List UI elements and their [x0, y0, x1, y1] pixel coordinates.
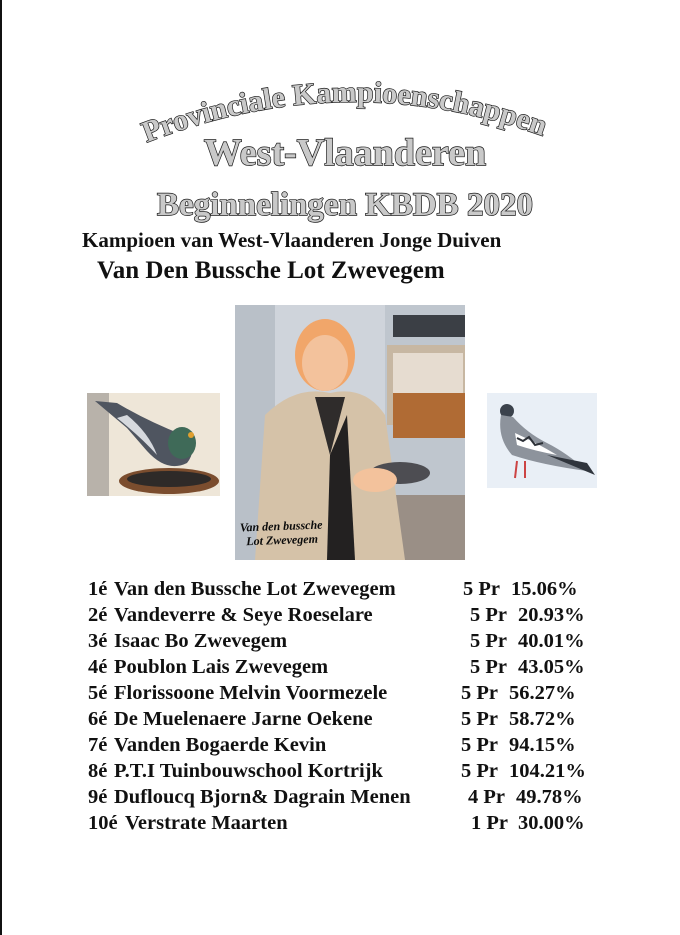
- result-prizes: 5 Pr: [461, 682, 498, 704]
- result-row: [88, 786, 618, 812]
- result-rank: 9é: [88, 786, 108, 808]
- scan-edge: [0, 0, 2, 935]
- champion-name: Van Den Bussche Lot Zwevegem: [97, 257, 445, 284]
- result-prizes: 5 Pr: [461, 734, 498, 756]
- result-rank: 4é: [88, 656, 108, 678]
- result-percent: 94.15%: [509, 734, 576, 756]
- result-name: De Muelenaere Jarne Oekene: [114, 708, 373, 730]
- result-prizes: 4 Pr: [468, 786, 505, 808]
- result-percent: 104.21%: [509, 760, 586, 782]
- result-prizes: 5 Pr: [461, 708, 498, 730]
- result-row: [88, 734, 618, 760]
- result-rank: 10é: [88, 812, 118, 834]
- result-prizes: 5 Pr: [461, 760, 498, 782]
- result-prizes: 5 Pr: [470, 630, 507, 652]
- result-name: Florissoone Melvin Voormezele: [114, 682, 388, 704]
- result-rank: 6é: [88, 708, 108, 730]
- result-rank: 8é: [88, 760, 108, 782]
- result-rank: 7é: [88, 734, 108, 756]
- result-name: Van den Bussche Lot Zwevegem: [114, 578, 396, 600]
- result-row: [88, 630, 618, 656]
- result-row: [88, 604, 618, 630]
- result-prizes: 1 Pr: [471, 812, 508, 834]
- result-rank: 5é: [88, 682, 108, 704]
- result-percent: 49.78%: [516, 786, 583, 808]
- title-line-3: Beginnelingen KBDB 2020: [157, 187, 533, 223]
- result-name: Vandeverre & Seye Roeselare: [114, 604, 373, 626]
- result-percent: 43.05%: [518, 656, 585, 678]
- result-name: Dufloucq Bjorn& Dagrain Menen: [114, 786, 411, 808]
- result-percent: 58.72%: [509, 708, 576, 730]
- photo-caption: [240, 516, 381, 549]
- result-percent: 40.01%: [518, 630, 585, 652]
- results-list: [88, 578, 618, 838]
- result-row: [88, 578, 618, 604]
- result-percent: 56.27%: [509, 682, 576, 704]
- result-name: Verstrate Maarten: [125, 812, 288, 834]
- result-row: [88, 682, 618, 708]
- result-rank: 2é: [88, 604, 108, 626]
- result-row: [88, 656, 618, 682]
- result-name: Vanden Bogaerde Kevin: [114, 734, 327, 756]
- caption-line-2: Lot Zwevegem: [246, 531, 319, 549]
- result-prizes: 5 Pr: [463, 578, 500, 600]
- pigeon-photo-right: [487, 393, 597, 488]
- result-percent: 15.06%: [511, 578, 578, 600]
- caption-line-1: Van den bussche: [239, 517, 323, 535]
- result-percent: 20.93%: [518, 604, 585, 626]
- result-row: [88, 708, 618, 734]
- result-name: P.T.I Tuinbouwschool Kortrijk: [114, 760, 383, 782]
- result-name: Poublon Lais Zwevegem: [114, 656, 329, 678]
- result-rank: 1é: [88, 578, 108, 600]
- title-line-1: Provinciale Kampioenschappen: [137, 75, 552, 150]
- result-row: [88, 760, 618, 786]
- title-line-2: West-Vlaanderen: [203, 132, 487, 174]
- result-name: Isaac Bo Zwevegem: [114, 630, 288, 652]
- subtitle: Kampioen van West-Vlaanderen Jonge Duiven: [82, 228, 502, 252]
- pigeon-photo-left: [87, 393, 220, 496]
- result-row: [88, 812, 618, 838]
- title-artwork: [90, 55, 600, 225]
- result-prizes: 5 Pr: [470, 604, 507, 626]
- result-rank: 3é: [88, 630, 108, 652]
- result-prizes: 5 Pr: [470, 656, 507, 678]
- result-percent: 30.00%: [518, 812, 585, 834]
